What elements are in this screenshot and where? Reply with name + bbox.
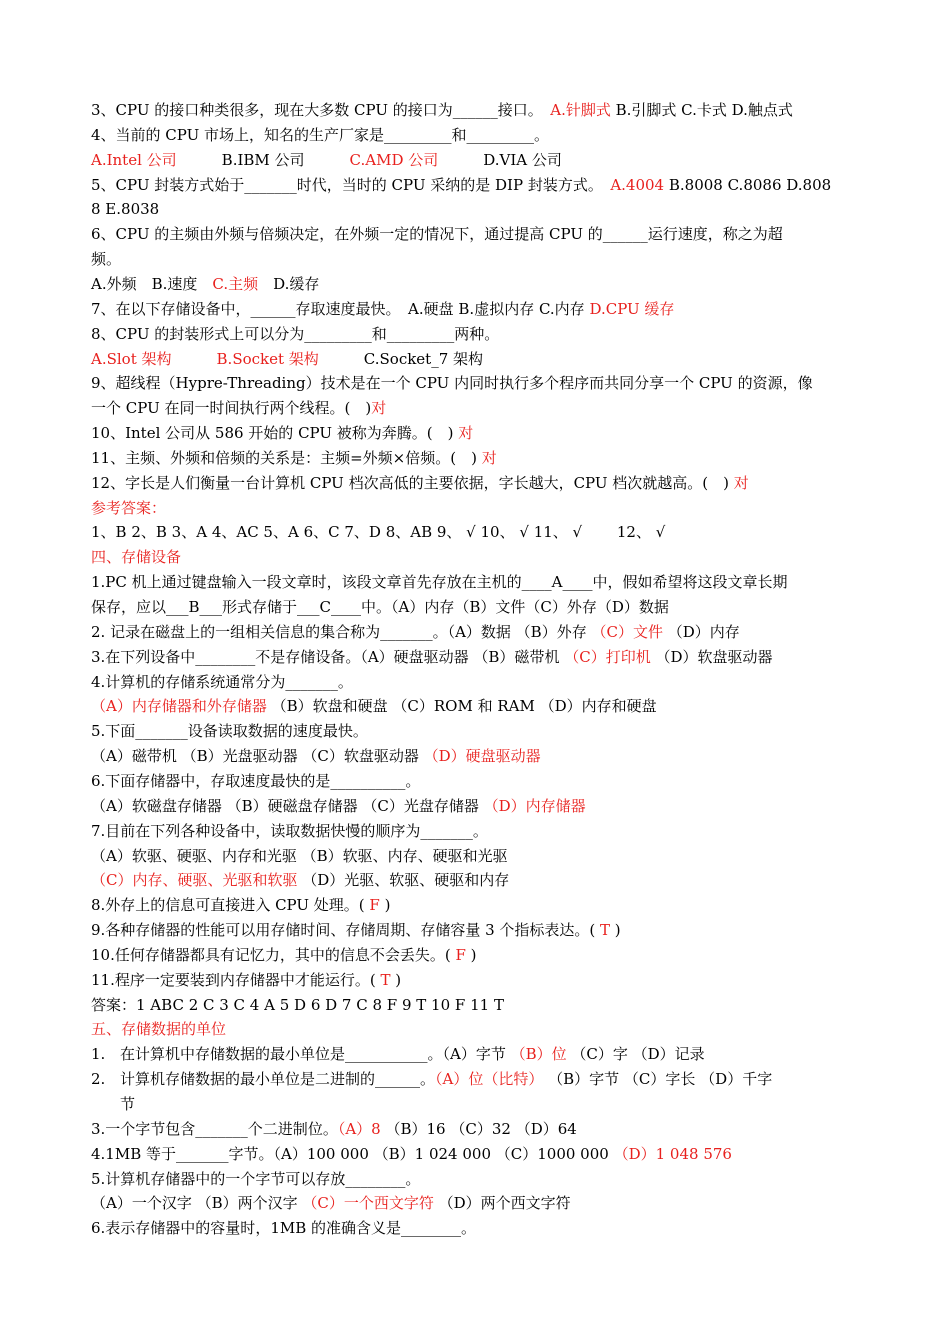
question-text: B.引脚式 C.卡式 D.触点式 — [610, 101, 793, 119]
question-text: ) — [465, 945, 477, 964]
question-text: 5、CPU 封装方式始于_______时代，当时的 CPU 采纳的是 DIP 封装方式。 — [91, 175, 611, 194]
text-line — [91, 471, 861, 496]
text-line — [91, 98, 861, 123]
question-text: D.VIA 公司 — [438, 150, 562, 169]
question-text: （A）软驱、硬驱、内存和光驱 （B）软驱、内存、硬驱和光驱 — [91, 846, 508, 865]
question-text: 3.在下列设备中________不是存储设备。（A）硬盘驱动器 （B）磁带机 — [91, 647, 565, 666]
question-text: 8、CPU 的封装形式上可以分为_________和_________两种。 — [91, 324, 500, 343]
question-text: 5.计算机存储器中的一个字节可以存放________。 — [91, 1169, 421, 1188]
question-text: D.缓存 — [258, 274, 320, 293]
question-text: 答案：1 ABC 2 C 3 C 4 A 5 D 6 D 7 C 8 F 9 T 10 F 11 T — [91, 995, 504, 1014]
question-text: （A）磁带机 （B）光盘驱动器 （C）软盘驱动器 — [91, 747, 424, 766]
question-text: 6、CPU 的主频由外频与倍频决定，在外频一定的情况下，通过提高 CPU 的______运行速度，称之为超 — [91, 225, 783, 244]
question-text: 4、当前的 CPU 市场上，知名的生产厂家是_________和_________。 — [91, 125, 550, 144]
answer-text: （B）位 — [510, 1045, 567, 1064]
text-line — [91, 918, 861, 943]
question-text: （A）软磁盘存储器 （B）硬磁盘存储器 （C）光盘存储器 — [91, 796, 484, 815]
text-line — [91, 123, 861, 148]
text-line — [91, 222, 861, 247]
question-text: 保存，应以___B___形式存储于___C____中。（A）内存（B）文件（C）外存（D）数据 — [91, 598, 669, 616]
question-text: 计算机存储数据的最小单位是二进制的______。 — [120, 1070, 436, 1089]
text-line — [91, 844, 861, 869]
question-text — [172, 350, 217, 368]
question-text: 8 E.8038 — [91, 200, 160, 219]
text-line — [91, 1216, 861, 1241]
question-text: 4.计算机的存储系统通常分为_______。 — [91, 672, 353, 691]
text-line — [91, 645, 861, 670]
question-text: 10.任何存储器都具有记忆力，其中的信息不会丢失。( — [91, 945, 456, 964]
question-text: 6.下面存储器中，存取速度最快的是__________。 — [91, 771, 421, 790]
question-text: （C）字 （D）记录 — [566, 1045, 705, 1064]
answer-text: （D）1 048 576 — [613, 1144, 732, 1163]
text-line — [91, 1067, 861, 1092]
answer-text: （A）内存储器和外存储器 — [91, 697, 267, 716]
question-text: B.8008 C.8086 D.808 — [664, 175, 832, 194]
answer-text: C.主频 — [212, 274, 259, 293]
text-line — [91, 1191, 861, 1216]
text-line — [91, 520, 861, 545]
question-text: 4.1MB 等于_______字节。（A）100 000 （B）1 024 000 （C）1000 000 — [91, 1144, 614, 1163]
question-text: ) — [610, 921, 621, 940]
answer-text: 参考答案： — [91, 498, 167, 517]
answer-text: A.针脚式 — [550, 101, 611, 119]
answer-text: （C）一个西文字符 — [302, 1194, 434, 1213]
text-line — [120, 1092, 890, 1117]
text-line — [91, 993, 861, 1018]
question-text: 一个 CPU 在同一时间执行两个线程。( ) — [91, 399, 372, 418]
question-text: （D）光驱、软驱、硬驱和内存 — [297, 871, 510, 890]
question-text: 8.外存上的信息可直接进入 CPU 处理。( — [91, 896, 370, 915]
question-text: A.外频 B.速度 — [91, 274, 213, 293]
text-line — [91, 769, 861, 794]
answer-text: 五、存储数据的单位 — [91, 1020, 227, 1039]
answer-text: （A）位（比特） — [435, 1070, 544, 1089]
answer-text: （A）8 — [337, 1119, 381, 1138]
text-line — [91, 819, 861, 844]
text-line — [91, 595, 861, 620]
text-line — [91, 1167, 861, 1192]
question-text: 6.表示存储器中的容量时，1MB 的准确含义是________。 — [91, 1219, 477, 1238]
answer-text: A.Intel 公司 — [91, 150, 177, 169]
text-line — [91, 173, 861, 198]
question-text: 3、CPU 的接口种类很多，现在大多数 CPU 的接口为______接口。 — [91, 101, 551, 119]
text-line — [91, 694, 861, 719]
text-line — [91, 272, 861, 297]
question-text: 1.PC 机上通过键盘输入一段文章时，该段文章首先存放在主机的____A____中，假如希望将这段文章长期 — [91, 573, 788, 592]
question-text: 7、在以下存储设备中，______存取速度最快。 A.硬盘 B.虚拟内存 C.内存 — [91, 299, 590, 318]
text-line — [91, 1042, 861, 1067]
question-text: 3.一个字节包含_______个二进制位。 — [91, 1119, 338, 1138]
question-text: 1、B 2、B 3、A 4、AC 5、A 6、C 7、D 8、AB 9、 √ 10、 √ 11、 √ 12、 √ — [91, 523, 666, 542]
question-text: （D）内存 — [662, 622, 740, 641]
text-line — [91, 148, 861, 173]
text-line — [91, 1017, 861, 1042]
question-text: ) — [379, 896, 391, 915]
question-text: B.IBM 公司 — [176, 150, 350, 169]
question-text: （D）软盘驱动器 — [650, 647, 773, 666]
answer-text: F — [369, 896, 380, 915]
question-text: 12、字长是人们衡量一台计算机 CPU 档次高低的主要依据，字长越大，CPU 档次就越高。( ) — [91, 473, 734, 492]
text-line — [91, 893, 861, 918]
question-text: 2. 记录在磁盘上的一组相关信息的集合称为_______。（A）数据 （B）外存 — [91, 622, 592, 641]
text-line — [91, 1142, 861, 1167]
answer-text: 对 — [458, 424, 474, 443]
text-line — [91, 347, 861, 372]
text-line — [91, 421, 861, 446]
answer-text: 四、存储设备 — [91, 548, 182, 567]
text-line — [91, 496, 861, 521]
text-line — [91, 744, 861, 769]
answer-text: D.CPU 缓存 — [589, 299, 675, 318]
answer-text: C.AMD 公司 — [349, 150, 439, 169]
question-text: 7.目前在下列各种设备中，读取数据快慢的顺序为_______。 — [91, 821, 488, 840]
list-number: 1. — [91, 1045, 106, 1064]
text-line — [91, 247, 861, 272]
answer-text: （D）内存储器 — [483, 796, 586, 815]
question-text: 9、超线程（Hypre-Threading）技术是在一个 CPU 内同时执行多个程序而共同分享一个 CPU 的资源，像 — [91, 374, 813, 393]
question-text: C.Socket_7 架构 — [318, 349, 484, 368]
question-text: （D）两个西文字符 — [433, 1194, 571, 1213]
text-line — [91, 620, 861, 645]
text-line — [91, 943, 861, 968]
answer-text: 对 — [481, 448, 497, 467]
text-line — [91, 396, 861, 421]
list-number: 2. — [91, 1070, 106, 1089]
answer-text: T — [380, 970, 391, 989]
question-text: 11.程序一定要装到内存储器中才能运行。( — [91, 970, 381, 989]
answer-text: 对 — [371, 399, 387, 418]
text-line — [91, 297, 861, 322]
text-line — [91, 570, 861, 595]
question-text: 11、主频、外频和倍频的关系是：主频=外频×倍频。( ) — [91, 448, 482, 467]
text-line — [91, 794, 861, 819]
question-text: （A）一个汉字 （B）两个汉字 — [91, 1194, 303, 1213]
answer-text: 对 — [733, 473, 749, 492]
question-text: 在计算机中存储数据的最小单位是___________。（A）字节 — [120, 1045, 511, 1064]
text-line — [91, 371, 861, 396]
answer-text: T — [600, 921, 611, 940]
question-text: ) — [390, 970, 402, 989]
answer-text: A.4004 — [610, 175, 665, 194]
answer-text: A.Slot 架构 — [91, 349, 172, 368]
question-text: （B）字节 （C）字长 （D）千字 — [543, 1070, 773, 1089]
question-text: 9.各种存储器的性能可以用存储时间、存储周期、存储容量 3 个指标表达。( — [91, 921, 601, 940]
question-text: 10、Intel 公司从 586 开始的 CPU 被称为奔腾。( ) — [91, 424, 459, 443]
answer-text: （C）内存、硬驱、光驱和软驱 — [91, 871, 298, 890]
text-line — [91, 1117, 861, 1142]
text-line — [91, 322, 861, 347]
answer-text: （D）硬盘驱动器 — [423, 747, 541, 766]
question-text: 5.下面_______设备读取数据的速度最快。 — [91, 722, 368, 741]
answer-text: （C）文件 — [591, 622, 663, 641]
text-line — [91, 545, 861, 570]
question-text: （B）软盘和硬盘 （C）ROM 和 RAM （D）内存和硬盘 — [266, 697, 657, 716]
question-text: 频。 — [91, 250, 122, 269]
question-text: （B）16 （C）32 （D）64 — [380, 1119, 577, 1138]
answer-text: B.Socket 架构 — [216, 349, 319, 368]
text-line — [91, 968, 861, 993]
answer-text: （C）打印机 — [564, 647, 651, 666]
text-line — [91, 670, 861, 695]
question-text: 节 — [120, 1095, 136, 1113]
text-line — [91, 446, 861, 471]
text-line — [91, 197, 861, 222]
answer-text: F — [455, 945, 466, 964]
text-line — [91, 719, 861, 744]
text-line — [91, 868, 861, 893]
